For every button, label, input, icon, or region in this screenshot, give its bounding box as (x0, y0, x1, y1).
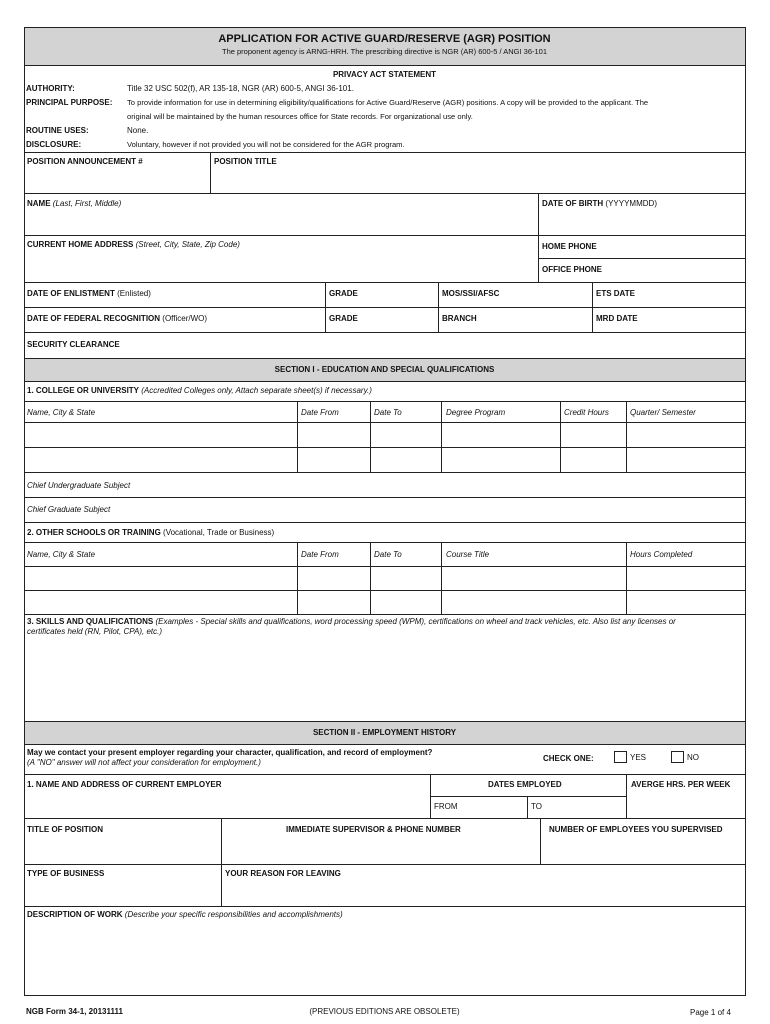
section1-heading: SECTION I - EDUCATION AND SPECIAL QUALIFICATIONS (274, 365, 495, 374)
description-of-work-field[interactable] (27, 910, 343, 920)
dates-employed-label: DATES EMPLOYED (488, 780, 562, 789)
form-subtitle: The proponent agency is ARNG-HRH. The prescribing directive is NGR (AR) 600-5 / ANGI 36-101 (222, 47, 547, 56)
mrd-date-field[interactable]: MRD DATE (596, 314, 638, 323)
name-field[interactable] (27, 199, 121, 209)
description-hint: (Describe your specific responsibilities and accomplishments) (124, 910, 343, 919)
yes-label: YES (630, 753, 647, 762)
college-col-name: Name, City & State (27, 408, 96, 417)
obsolete-note: (PREVIOUS EDITIONS ARE OBSOLETE) (309, 1007, 460, 1016)
schools-heading (27, 528, 274, 538)
contact-question: May we contact your present employer regarding your character, qualification, and record of employment? (27, 748, 433, 757)
college-col-credit: Credit Hours (564, 408, 609, 417)
form-title: APPLICATION FOR ACTIVE GUARD/RESERVE (AGR) POSITION (218, 33, 551, 45)
schools-hint: (Vocational, Trade or Business) (163, 528, 275, 537)
yes-checkbox[interactable] (614, 751, 627, 763)
ets-date-field[interactable]: ETS DATE (596, 289, 635, 298)
from-field[interactable]: FROM (434, 802, 458, 811)
purpose-text-2: original will be maintained by the human resources office for State records. For organizational use only. (127, 112, 473, 121)
check-one-label: CHECK ONE: (543, 754, 594, 763)
routine-label: ROUTINE USES: (26, 126, 89, 135)
supervisor-field[interactable]: IMMEDIATE SUPERVISOR & PHONE NUMBER (286, 825, 461, 834)
routine-text: None. (127, 126, 149, 135)
purpose-text-1: To provide information for use in determining eligibility/qualifications for Active Guard/Reserve (AGR) positions. A copy will be provided to the applicant. The (127, 98, 649, 107)
skills-hint-2: certificates held (RN, Pilot, CPA), etc.) (27, 627, 162, 636)
reason-leaving-field[interactable]: YOUR REASON FOR LEAVING (225, 869, 341, 878)
disclosure-label: DISCLOSURE: (26, 140, 82, 149)
schools-label: 2. OTHER SCHOOLS OR TRAINING (27, 528, 161, 537)
position-title-field[interactable]: POSITION TITLE (214, 157, 277, 166)
school-col-name: Name, City & State (27, 550, 96, 559)
grad-subject-field[interactable]: Chief Graduate Subject (27, 505, 111, 514)
name-label: NAME (27, 199, 51, 208)
office-phone-field[interactable]: OFFICE PHONE (542, 265, 603, 274)
authority-text: Title 32 USC 502(f), AR 135-18, NGR (AR) 600-5, ANGI 36-101. (127, 84, 354, 93)
home-phone-field[interactable]: HOME PHONE (542, 242, 597, 251)
dob-hint: (YYYYMMDD) (605, 199, 657, 208)
type-of-business-field[interactable]: TYPE OF BUSINESS (27, 869, 105, 878)
enlistment-label: DATE OF ENLISTMENT (27, 289, 115, 298)
enlistment-field[interactable] (27, 289, 151, 299)
address-label: CURRENT HOME ADDRESS (27, 240, 134, 249)
avg-hours-field[interactable]: AVERGE HRS. PER WEEK (631, 780, 731, 789)
position-announcement-field[interactable]: POSITION ANNOUNCEMENT # (27, 157, 143, 166)
num-employees-field[interactable]: NUMBER OF EMPLOYEES YOU SUPERVISED (549, 825, 723, 834)
college-col-date-from: Date From (301, 408, 339, 417)
authority-label: AUTHORITY: (26, 84, 75, 93)
employer-field[interactable]: 1. NAME AND ADDRESS OF CURRENT EMPLOYER (27, 780, 222, 789)
fed-rec-label: DATE OF FEDERAL RECOGNITION (27, 314, 161, 323)
skills-heading[interactable] (27, 617, 676, 627)
address-field[interactable] (27, 240, 240, 250)
fed-rec-hint: (Officer/WO) (162, 314, 208, 323)
contact-note: (A "NO" answer will not affect your consideration for employment.) (27, 758, 261, 767)
name-hint: (Last, First, Middle) (52, 199, 122, 208)
description-label: DESCRIPTION OF WORK (27, 910, 123, 919)
college-col-degree: Degree Program (446, 408, 506, 417)
college-col-quarter: Quarter/ Semester (630, 408, 696, 417)
officer-grade-field[interactable]: GRADE (329, 314, 358, 323)
skills-hint-1: (Examples - Special skills and qualifications, word processing speed (WPM), certifications on wheel and track vehicles, etc. Also list any licenses or (155, 617, 676, 626)
college-hint: (Accredited Colleges only, Attach separate sheet(s) if necessary.) (141, 386, 372, 395)
disclosure-text: Voluntary, however if not provided you will not be considered for the AGR program. (127, 140, 405, 149)
federal-recognition-field[interactable] (27, 314, 207, 324)
school-col-hours: Hours Completed (630, 550, 693, 559)
to-field[interactable]: TO (531, 802, 542, 811)
school-col-course: Course Title (446, 550, 490, 559)
page-number: Page 1 of 4 (690, 1008, 731, 1017)
undergrad-subject-field[interactable]: Chief Undergraduate Subject (27, 481, 131, 490)
enlistment-hint: (Enlisted) (117, 289, 151, 298)
branch-field[interactable]: BRANCH (442, 314, 477, 323)
mos-field[interactable]: MOS/SSI/AFSC (442, 289, 500, 298)
school-col-date-from: Date From (301, 550, 339, 559)
no-checkbox[interactable] (671, 751, 684, 763)
dob-field[interactable] (542, 199, 657, 209)
college-heading (27, 386, 372, 396)
dob-label: DATE OF BIRTH (542, 199, 604, 208)
grade-field[interactable]: GRADE (329, 289, 358, 298)
security-clearance-field[interactable]: SECURITY CLEARANCE (27, 340, 120, 349)
section2-heading: SECTION II - EMPLOYMENT HISTORY (312, 728, 457, 737)
college-label: 1. COLLEGE OR UNIVERSITY (27, 386, 140, 395)
no-label: NO (687, 753, 699, 762)
purpose-label: PRINCIPAL PURPOSE: (26, 98, 113, 107)
privacy-heading: PRIVACY ACT STATEMENT (332, 70, 437, 79)
skills-label: 3. SKILLS AND QUALIFICATIONS (27, 617, 154, 626)
title-of-position-field[interactable]: TITLE OF POSITION (27, 825, 103, 834)
college-col-date-to: Date To (374, 408, 402, 417)
address-hint: (Street, City, State, Zip Code) (135, 240, 240, 249)
form-id: NGB Form 34-1, 20131111 (26, 1007, 123, 1016)
school-col-date-to: Date To (374, 550, 402, 559)
